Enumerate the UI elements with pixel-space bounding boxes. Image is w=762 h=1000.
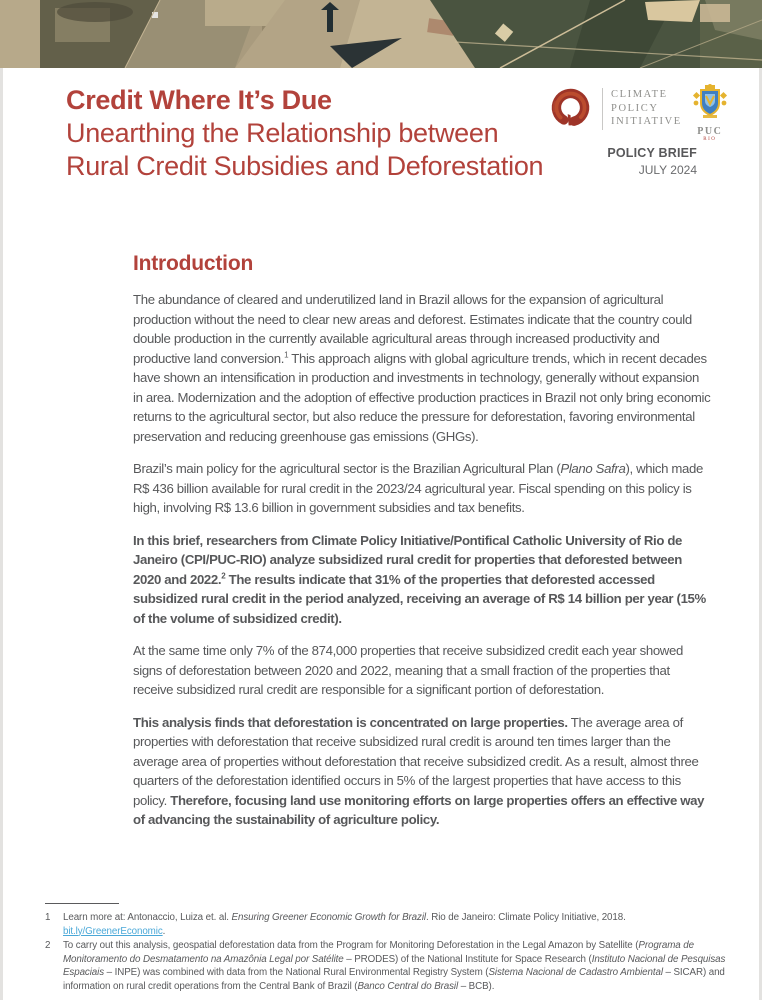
puc-label: PUC: [697, 126, 723, 137]
page-left-edge: [0, 68, 3, 1000]
footnote-run: – BCB).: [458, 980, 495, 992]
cpi-logo-wordmark: [611, 88, 682, 129]
paragraph-5: [133, 713, 711, 830]
paragraph-text: The results indicate that 31% of the properties that deforested accessed subsidized rural credit in the period analyzed, receiving an average of R$ 14 billion per year (15% of the volume of subsidized credit).: [133, 571, 706, 626]
paragraph-text: At the same time only 7% of the 874,000 properties that receive subsidized credit each year showed signs of deforestation between 2020 and 2022, meaning that a small fraction of the properties that receive subsidized rural credit are responsible for a significant portion of deforestation.: [133, 643, 683, 697]
paragraph-text: This approach aligns with global agriculture trends, which in recent decades have shown an intensification in production and investments in technology, generally without expansion in area. Modernization and the adoption of effective production practices in Brazil not only bring economic returns to the agricultural sector, but also reduce the pressure for deforestation, favoring environmental preservation and reducing greenhouse gas emissions (GHGs).: [133, 350, 711, 444]
paragraph-text: The abundance of cleared and underutilized land in Brazil allows for the expansion of agricultural production without the need to clear new areas and deforest. Estimates indicate that the country could double production in the currently available agricultural areas through increased productivity and productive land conversion.: [133, 292, 692, 366]
brief-meta: [607, 146, 697, 177]
footnote-item-2: [45, 939, 741, 993]
paragraph-4: [133, 641, 711, 700]
cpi-wordmark-line2: POLICY: [611, 102, 659, 114]
page-subtitle-line2: Rural Credit Subsidies and Deforestation: [66, 151, 544, 181]
footnote-item-1: [45, 911, 741, 938]
footnote-text: [63, 911, 741, 938]
paragraph-text: In this brief, researchers from Climate Policy Initiative/Pontifical Catholic University of Rio de Janeiro (CPI/PUC-RIO) analyze subsidized rural credit for properties that deforested between 2020 and 2022.: [133, 532, 683, 587]
page-title: Credit Where It’s Due: [66, 85, 332, 115]
doc-date-label: JULY 2024: [638, 163, 697, 177]
footnote-rule: [45, 903, 119, 904]
footnote-italic-title: Ensuring Greener Economic Growth for Brazil: [231, 912, 426, 923]
footnote-number: 2: [45, 940, 51, 952]
bold-recommendation-text: Therefore, focusing land use monitoring efforts on large properties offers an effective way of advancing the sustainability of agriculture policy.: [133, 792, 705, 827]
cpi-logo-icon: [548, 86, 593, 131]
doc-type-label: POLICY BRIEF: [607, 146, 697, 160]
paragraph-3-key-finding: [133, 531, 711, 629]
page-subtitle-line1: Unearthing the Relationship between: [66, 118, 499, 148]
main-content: [133, 252, 711, 843]
italic-term: Plano Safra: [560, 461, 626, 476]
footnote-link[interactable]: bit.ly/GreenerEconomic: [63, 925, 163, 937]
paragraph-1: [133, 290, 711, 446]
logo-divider: [602, 88, 603, 130]
footnote-run: – INPE) was combined with data from the National Rural Environmental Registry System (: [104, 967, 489, 979]
logo-cluster: [548, 84, 728, 142]
footnote-italic-term: Instituto Nacional de Pesquisas Espaciais: [63, 953, 726, 979]
puc-logo-block: [692, 84, 728, 142]
paragraph-text: Brazil’s main policy for the agricultural sector is the Brazilian Agricultural Plan (: [133, 461, 561, 476]
footnote-number: 1: [45, 912, 51, 923]
footnotes-section: [45, 903, 741, 995]
footnote-ref-2: 2: [221, 571, 226, 581]
satellite-banner-image: [0, 0, 762, 68]
footnote-italic-term: Banco Central do Brasil: [357, 980, 459, 992]
footnote-run: – PRODES) of the National Institute for Space Research (: [343, 953, 592, 965]
footnote-run: . Rio de Janeiro: Climate Policy Initiative, 2018.: [425, 912, 626, 923]
footnote-italic-term: Sistema Nacional de Cadastro Ambiental: [488, 967, 663, 979]
footnote-run: – SICAR) and information on rural credit operations from the Central Bank of Brazil (: [63, 967, 725, 992]
cpi-wordmark-line3: INITIATIVE: [611, 116, 682, 127]
cpi-wordmark-line1: CLIMATE: [611, 89, 668, 100]
paragraph-2: [133, 459, 711, 518]
puc-sub-label: RIO: [703, 137, 717, 142]
report-header: [66, 84, 543, 183]
paragraph-text: ), which made R$ 436 billion available for rural credit in the 2023/24 agricultural year. Fiscal spending on this policy is high, involving R$ 13.6 billion in government subsidies and tax benefits.: [133, 461, 703, 515]
paragraph-text: The average area of properties with deforestation that receive subsidized rural credit is around ten times larger than the average area of properties without deforestation that receive subsidized credit. As a result, almost three quarters of the deforestation identified occurs in 5% of the largest properties that have access to this policy.: [133, 714, 699, 808]
puc-logo-icon: [692, 84, 728, 120]
footnote-text: [63, 939, 741, 993]
bold-finding-text: This analysis finds that deforestation is concentrated on large properties.: [133, 714, 568, 730]
footnote-run: To carry out this analysis, geospatial deforestation data from the Program for Monitoring Deforestation in the Legal Amazon by Satellite (: [63, 940, 639, 952]
footnote-run: .: [162, 925, 166, 937]
footnote-run: Learn more at: Antonaccio, Luiza et. al.: [63, 912, 232, 923]
footnote-ref-1: 1: [284, 350, 289, 360]
footnote-italic-term: Programa de Monitoramento do Desmatamento na Amazônia Legal por Satélite: [63, 940, 694, 965]
section-heading-introduction: Introduction: [133, 252, 254, 275]
farmland-aerial-graphic: [0, 0, 762, 68]
